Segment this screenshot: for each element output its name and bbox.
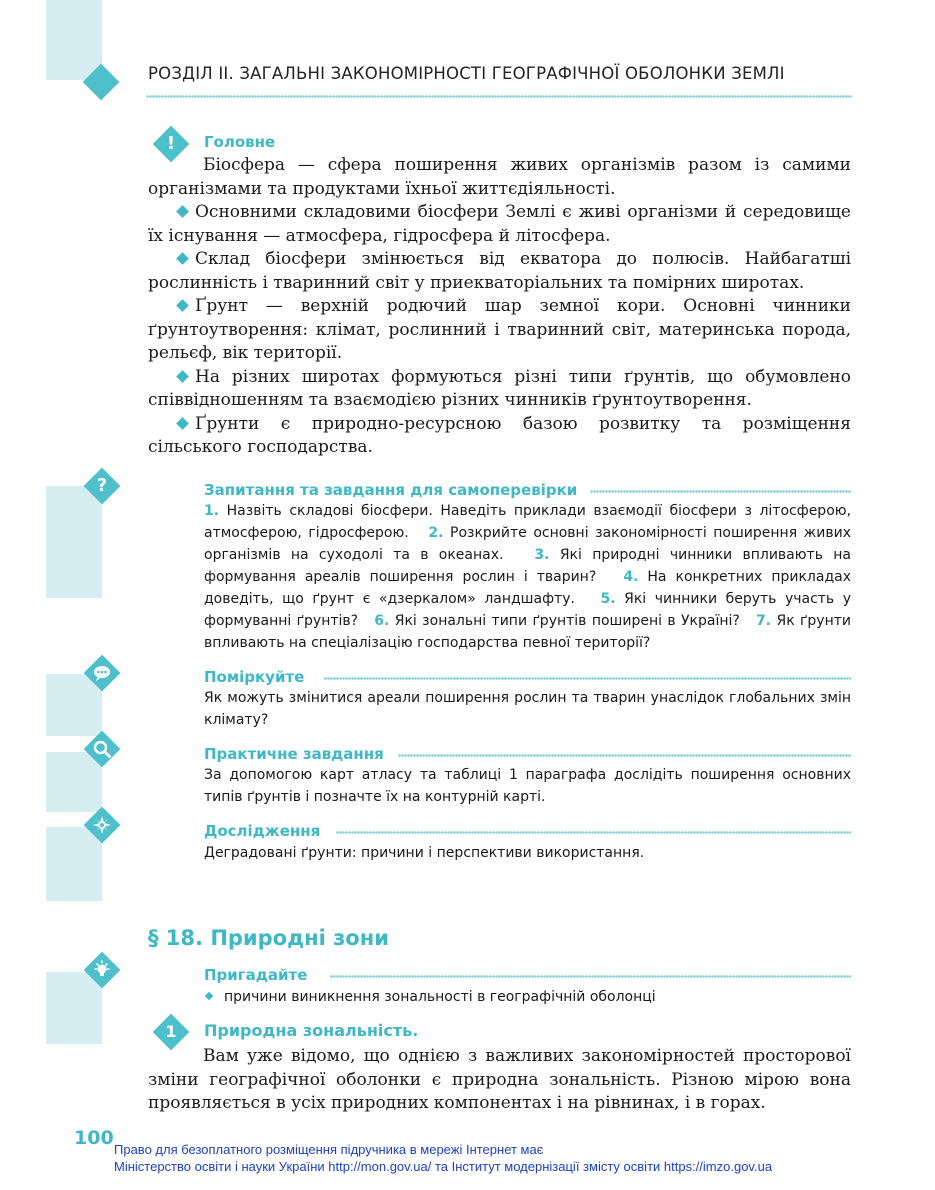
question-number: 6. xyxy=(374,613,390,629)
think-title: Поміркуйте xyxy=(204,668,305,686)
main-box-title: Головне xyxy=(204,133,276,151)
question-icon: ? xyxy=(83,467,121,505)
page-number: 100 xyxy=(74,1127,114,1149)
subsection-paragraph: Вам уже відомо, що однією з важливих закономірностей просторової зміни географічної оболонки є природна зональність. Різною мірою вона проявляється в усіх природних компонентах і на рівнинах, і в горах. xyxy=(148,1046,851,1113)
bullet-icon xyxy=(205,991,213,999)
recall-rule xyxy=(330,974,851,979)
question-text: Назвіть складові біосфери. Наведіть приклади взаємодії біосфери з літосферою, атмосферою, гідросферою. xyxy=(204,503,851,541)
questions-title: Запитання та завдання для самоперевірки xyxy=(204,481,578,499)
speech-bubble-icon xyxy=(83,654,121,692)
subsection-text xyxy=(148,1045,851,1116)
bullet-icon xyxy=(176,205,189,218)
main-paragraph: Біосфера — сфера поширення живих організмів разом із самими організмами та продуктами їхньої життєдіяльності. xyxy=(148,155,851,199)
main-bullet: Ґрунти є природно-ресурсною базою розвитку та розміщення сільського господарства. xyxy=(148,413,851,457)
exclamation-icon: ! xyxy=(152,125,190,163)
think-rule xyxy=(324,676,851,681)
bullet-icon xyxy=(176,252,189,265)
question-number: 4. xyxy=(623,569,639,585)
top-left-block xyxy=(46,0,102,80)
question-number: 7. xyxy=(756,613,772,629)
question-text: Розкрийте основні закономірності поширення живих організмів на суходолі та в океанах. xyxy=(204,525,852,563)
bullet-icon xyxy=(176,299,189,312)
recall-text: причини виникнення зональності в географічній оболонці xyxy=(224,989,656,1005)
recall-title: Пригадайте xyxy=(204,966,308,984)
subsection-title: Природна зональність. xyxy=(204,1021,419,1040)
questions-body xyxy=(204,500,851,654)
main-box-body xyxy=(148,154,851,460)
footer-line-1: Право для безоплатного розміщення підручника в мережі Інтернет має xyxy=(114,1142,544,1157)
think-text: Як можуть змінитися ареали поширення рослин та тварин унаслідок глобальних змін клімату? xyxy=(204,690,851,728)
header-rule xyxy=(146,94,852,99)
question-text: Як ґрунти впливають на спеціалізацію господарства певної території? xyxy=(204,613,851,651)
question-number: 3. xyxy=(534,547,550,563)
footer-line-2: Міністерство освіти і науки України http://mon.gov.ua/ та Інститут модернізації змісту освіти https://imzo.gov.ua xyxy=(114,1159,773,1174)
questions-rule xyxy=(590,489,851,494)
compass-star-icon xyxy=(83,806,121,844)
practical-text: За допомогою карт атласу та таблиці 1 параграфа дослідіть поширення основних типів ґрунтів і позначте їх на контурній карті. xyxy=(204,767,851,805)
magnifier-icon xyxy=(83,730,121,768)
question-text: Які чинники беруть участь у формуванні ґрунтів? xyxy=(204,591,851,629)
research-text: Деградовані ґрунти: причини і перспективи використання. xyxy=(204,845,645,861)
question-text: На конкретних прикладах доведіть, що ґрунт є «дзеркалом» ландшафту. xyxy=(204,569,852,607)
main-bullet: Склад біосфери змінюється від екватора до полюсів. Найбагатші рослинність і тваринний світ у приекваторіальних та помірних широтах. xyxy=(148,249,851,293)
research-rule xyxy=(336,830,851,835)
question-text: Які природні чинники впливають на формування ареалів поширення рослин і тварин? xyxy=(204,547,851,585)
question-number: 2. xyxy=(428,525,444,541)
question-number: 5. xyxy=(600,591,616,607)
main-bullet: Ґрунт — верхній родючий шар земної кори. Основні чинники ґрунтоутворення: клімат, рослинний і тваринний світ, материнська порода, рельєф, вік території. xyxy=(148,296,851,363)
section-title: § 18. Природні зони xyxy=(148,926,389,950)
main-bullet: Основними складовими біосфери Землі є живі організми й середовище їх існування — атмосфера, гідросфера й літосфера. xyxy=(148,202,851,246)
research-title: Дослідження xyxy=(204,822,321,840)
page-header: РОЗДІЛ ІІ. ЗАГАЛЬНІ ЗАКОНОМІРНОСТІ ГЕОГРАФІЧНОЇ ОБОЛОНКИ ЗЕМЛІ xyxy=(148,64,785,83)
bullet-icon xyxy=(176,370,189,383)
question-text: Які зональні типи ґрунтів поширені в Україні? xyxy=(394,613,740,629)
subsection-number: 1 xyxy=(165,1022,177,1041)
question-number: 1. xyxy=(204,503,220,519)
recall-item xyxy=(204,986,851,1008)
bullet-icon xyxy=(176,417,189,430)
main-bullet: На різних широтах формуються різні типи ґрунтів, що обумовлено співвідношенням та взаємодією різних чинників ґрунтоутворення. xyxy=(148,366,851,410)
practical-title: Практичне завдання xyxy=(204,745,384,763)
practical-rule xyxy=(398,753,851,758)
lightbulb-icon xyxy=(83,951,121,989)
